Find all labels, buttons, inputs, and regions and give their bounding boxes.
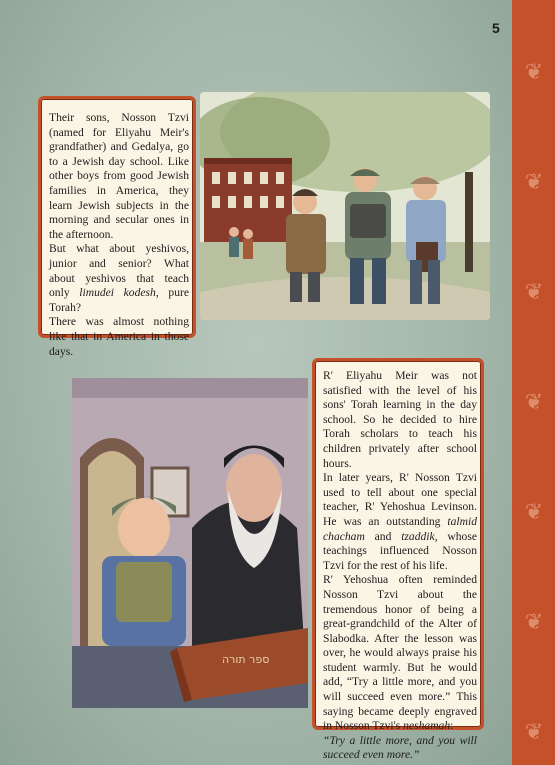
paragraph: R' Eliyahu Meir was not satisfied with the level of his sons' Torah learning in the day school. So he decided to hire Torah scholars to teach his children privately after school hours. <box>323 369 477 470</box>
ornament-icon: ❦ <box>524 279 544 304</box>
page-spine-border <box>512 0 555 765</box>
ornament-icon: ❦ <box>524 719 544 744</box>
paragraph: R' Yehoshua often reminded Nosson Tzvi about the tremendous honor of being a great-grandchild of the Alter of Slabodka. After the lesson was over, he would always praise his student warmly. But he would add, “Try a little more, and you will succeed even more.” This saying became deeply engraved in Nosson Tzvi's neshamah: <box>323 573 477 733</box>
paragraph: In later years, R' Nosson Tzvi used to tell about one special teacher, R' Yehoshua Levinson. He was an outstanding talmid chacham and tzaddik, whose teachings influenced Nosson Tzvi for the rest of his life. <box>323 471 477 572</box>
ornament-icon: ❦ <box>524 59 544 84</box>
narration-box-2 <box>312 358 484 762</box>
paragraph: But what about yeshivos, junior and senior? What about yeshivos that teach only limudei kodesh, pure Torah? <box>49 242 189 314</box>
paragraph: There was almost nothing like that in America in those days. <box>49 315 189 358</box>
narration-box-1 <box>38 96 196 358</box>
ornament-icon: ❦ <box>524 169 544 194</box>
quote: “Try a little more, and you will succeed even more.” <box>323 733 477 762</box>
ornament-icon: ❦ <box>524 499 544 524</box>
page-number: 5 <box>492 20 500 36</box>
illustration-school-boys <box>200 92 490 320</box>
illustration-teacher-and-student <box>72 378 308 708</box>
book-title: ספר תורה <box>222 653 270 666</box>
ornament-icon: ❦ <box>524 389 544 414</box>
paragraph: Their sons, Nosson Tzvi (named for Eliyahu Meir's grandfather) and Gedalya, go to a Jewish day school. Like other boys from good Jewish families in America, they learn Jewish subjects in the morning and secular ones in the afternoon. <box>49 111 189 241</box>
ornament-icon: ❦ <box>524 609 544 634</box>
